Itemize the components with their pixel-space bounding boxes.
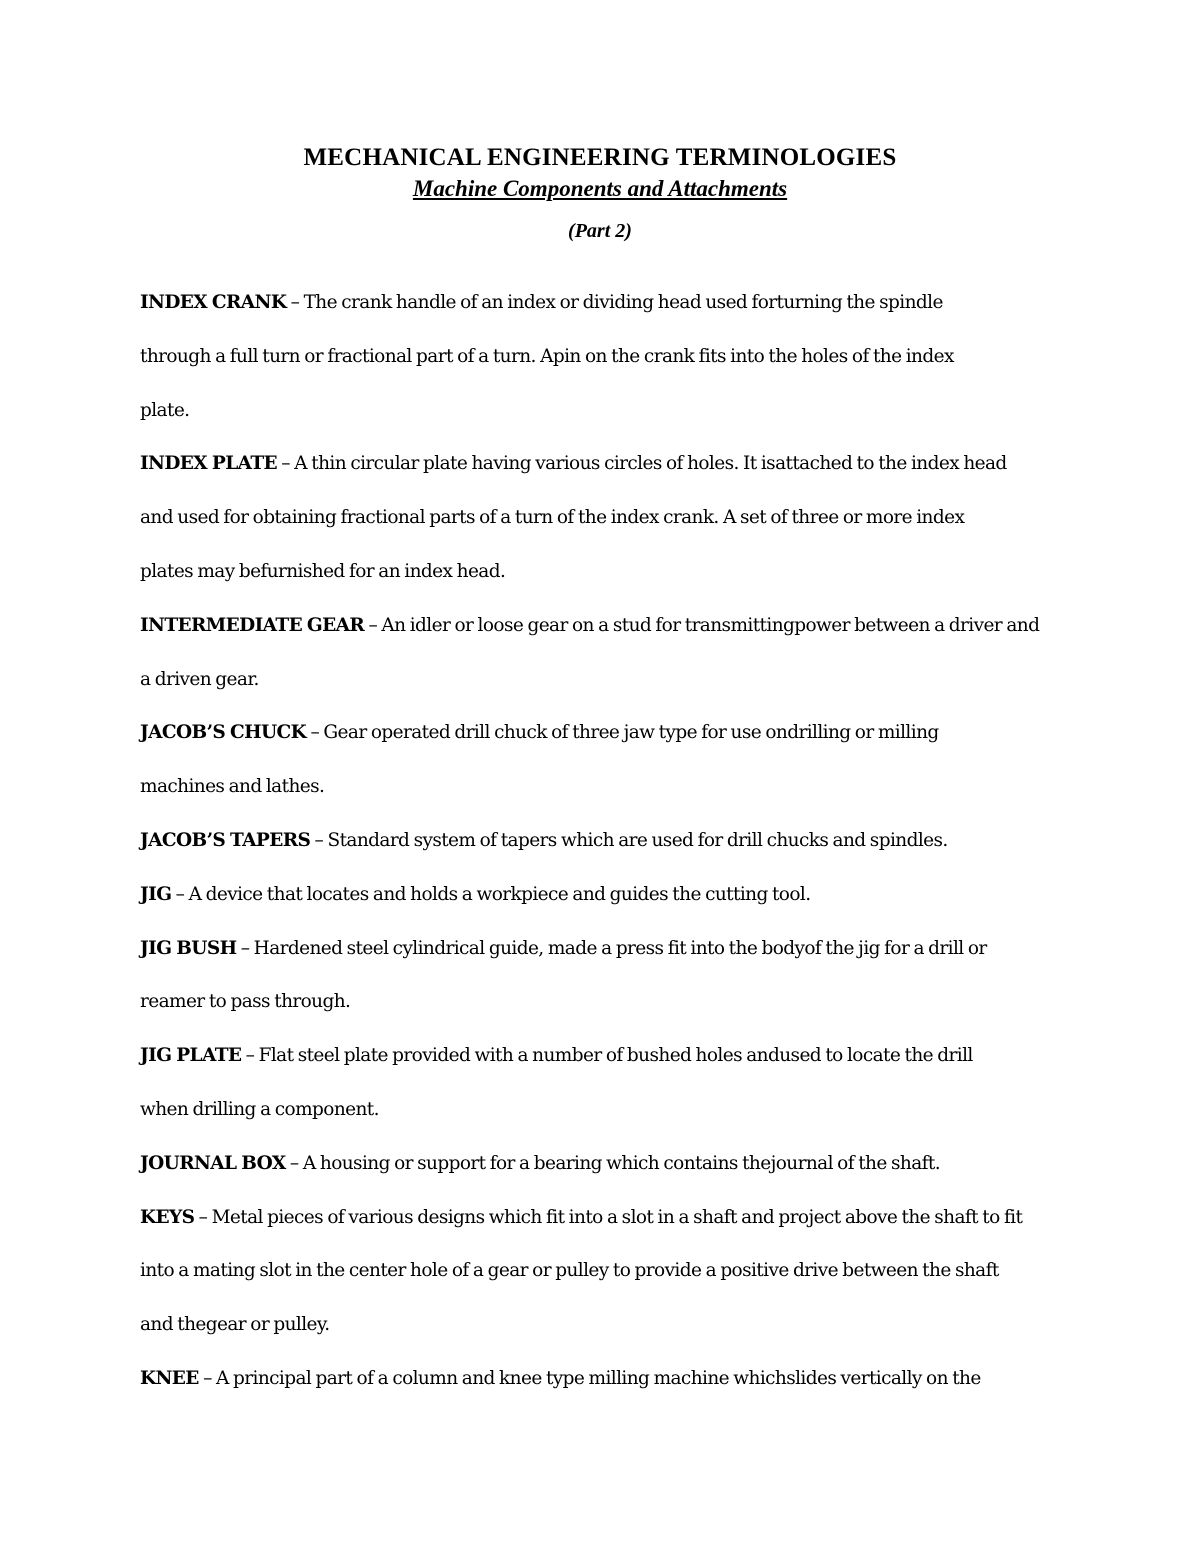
glossary-term: JACOB’S TAPERS [140, 829, 311, 851]
glossary-definition: – An idler or loose gear on a stud for transmittingpower between a driver and [364, 614, 1040, 636]
glossary-line: when drilling a component. [140, 1098, 379, 1120]
glossary-line [140, 599, 1060, 653]
glossary-line: through a full turn or fractional part of a turn. Apin on the crank fits into the holes of the index [140, 345, 954, 367]
glossary-line: a driven gear. [140, 668, 259, 690]
glossary-term: INDEX PLATE [140, 453, 278, 475]
glossary-definition: – Metal pieces of various designs which fit into a slot in a shaft and project above the shaft to fit [194, 1206, 1023, 1228]
glossary-term: JOURNAL BOX [140, 1152, 286, 1174]
glossary-line [140, 922, 1060, 976]
glossary-line [140, 276, 1060, 330]
glossary-line [140, 814, 1060, 868]
glossary-term: KNEE [140, 1367, 199, 1389]
glossary-line [140, 437, 1060, 491]
glossary-line: and thegear or pulley. [140, 1314, 330, 1336]
glossary-line [140, 1352, 1060, 1406]
glossary-line: plate. [140, 399, 190, 421]
document-part-label: (Part 2) [568, 220, 632, 242]
glossary-line: plates may befurnished for an index head. [140, 560, 506, 582]
glossary-term: JIG BUSH [140, 937, 237, 959]
glossary-definition: – Gear operated drill chuck of three jaw type for use ondrilling or milling [306, 722, 939, 744]
glossary-term: JIG PLATE [140, 1045, 242, 1067]
glossary-term: INTERMEDIATE GEAR [140, 614, 365, 636]
glossary-definition: – The crank handle of an index or dividing head used forturning the spindle [286, 292, 943, 313]
glossary-definition: – A device that locates and holds a workpiece and guides the cutting tool. [171, 883, 811, 905]
glossary-definition: – A housing or support for a bearing which contains thejournal of the shaft. [285, 1152, 941, 1174]
glossary-term: JIG [140, 883, 172, 905]
glossary-body [140, 276, 1060, 1406]
glossary-term: INDEX CRANK [140, 292, 287, 313]
glossary-definition: – Flat steel plate provided with a number of bushed holes andused to locate the drill [241, 1045, 973, 1067]
glossary-term: KEYS [140, 1206, 195, 1228]
glossary-term: JACOB’S CHUCK [140, 722, 307, 744]
glossary-definition: – Hardened steel cylindrical guide, made a press fit into the bodyof the jig for a drill or [236, 937, 987, 959]
glossary-line [140, 706, 1060, 760]
glossary-line [140, 868, 1060, 922]
document-subtitle: Machine Components and Attachments [412, 176, 788, 201]
glossary-line: reamer to pass through. [140, 991, 351, 1013]
glossary-definition: – A thin circular plate having various circles of holes. It isattached to the index head [277, 453, 1007, 475]
glossary-definition: – Standard system of tapers which are used for drill chucks and spindles. [310, 829, 948, 851]
glossary-line [140, 1191, 1060, 1245]
glossary-line: into a mating slot in the center hole of a gear or pulley to provide a positive drive between the shaft [140, 1260, 999, 1282]
glossary-line: machines and lathes. [140, 776, 325, 798]
glossary-definition: – A principal part of a column and knee type milling machine whichslides vertically on the [198, 1367, 981, 1389]
glossary-line: and used for obtaining fractional parts of a turn of the index crank. A set of three or more index [140, 507, 965, 529]
glossary-line [140, 1137, 1060, 1191]
glossary-line [140, 1029, 1060, 1083]
document-title: MECHANICAL ENGINEERING TERMINOLOGIES [303, 144, 897, 171]
